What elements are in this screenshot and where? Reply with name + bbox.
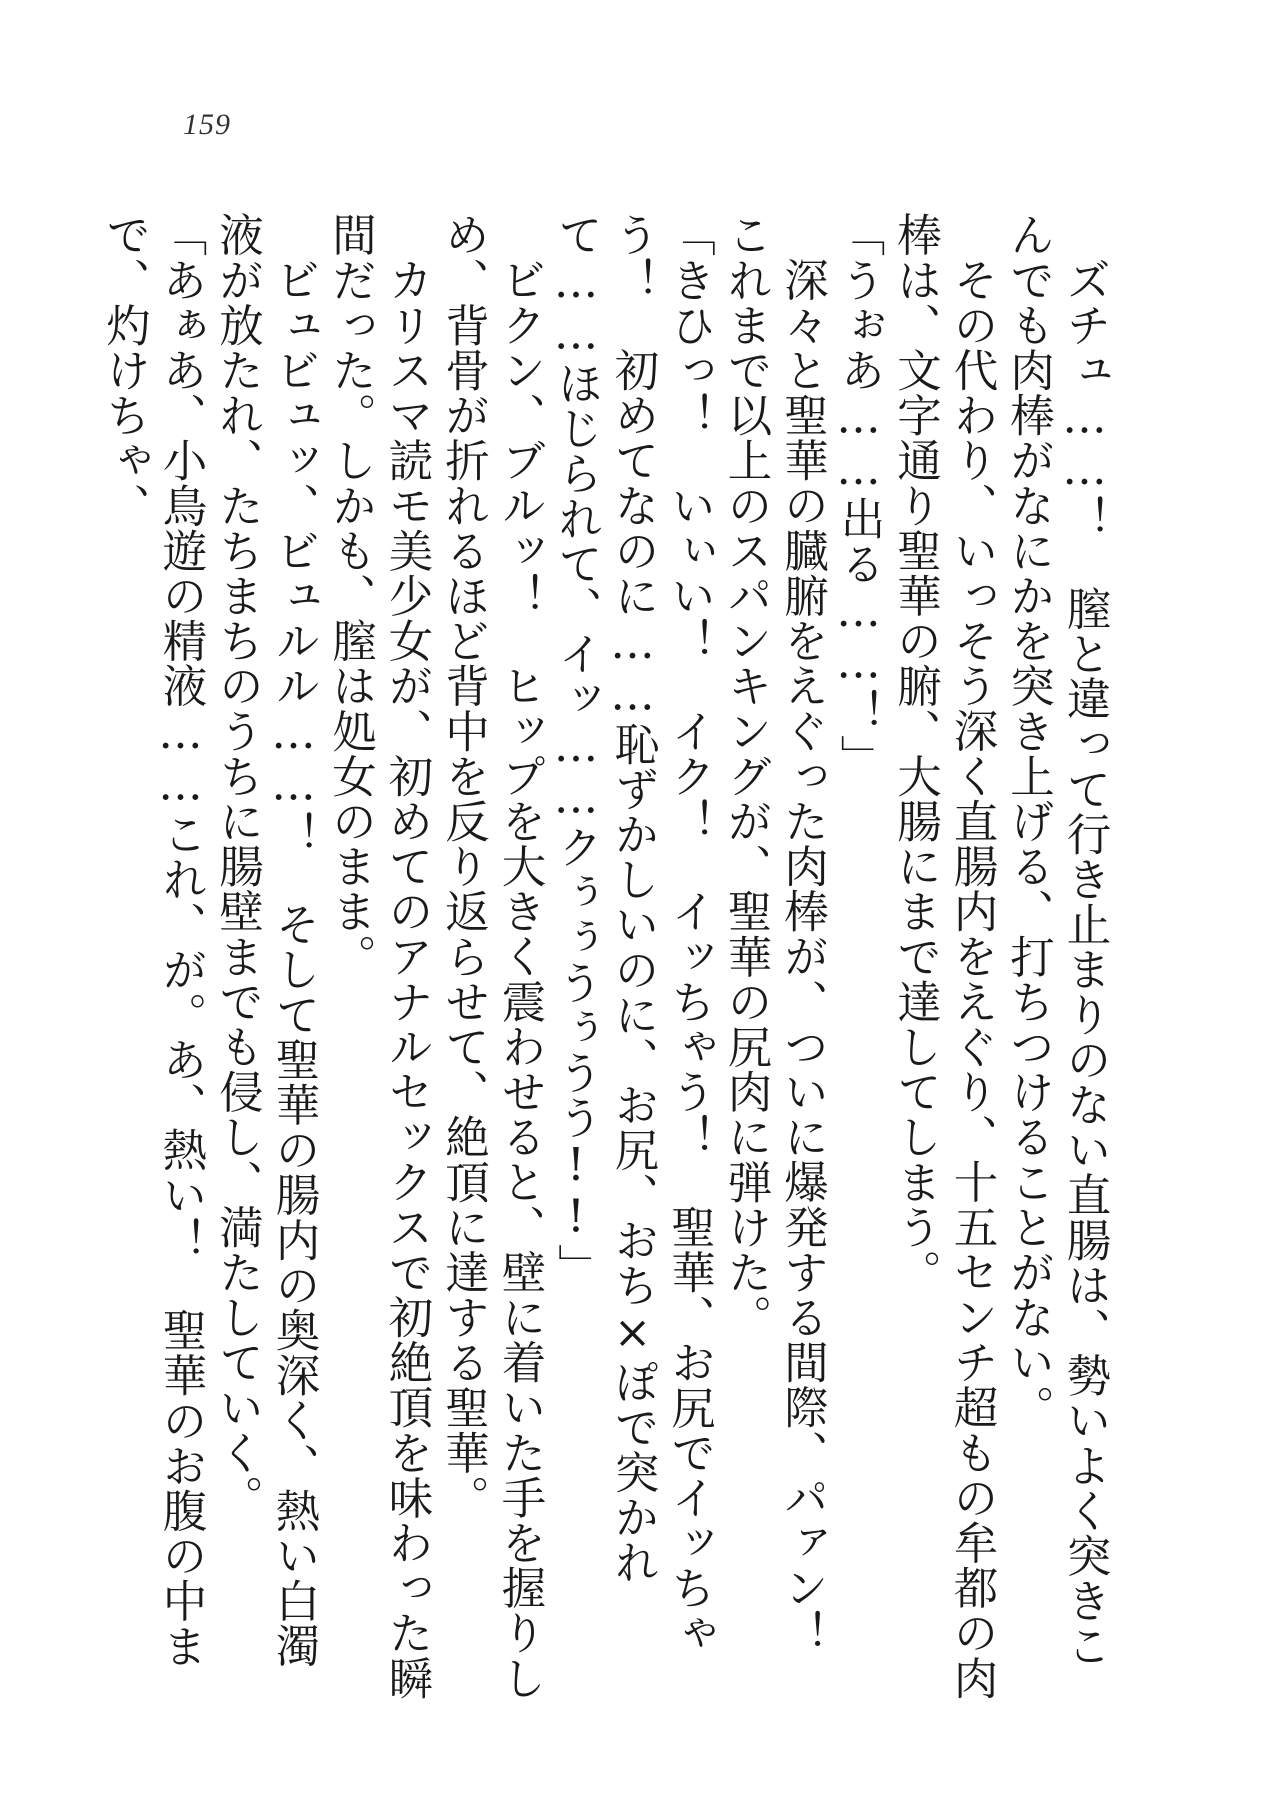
vertical-body-text: [98, 212, 1112, 1702]
paragraph-6: ビュビュッ、ビュルル……！ そして聖華の腸内の奥深く、熱い白濁液が放たれ、たちまちのうちに腸壁までも侵し、満たしていく。: [211, 212, 319, 1668]
dialogue-1: 「うぉあ……出る……！」: [833, 212, 884, 780]
dialogue-3: 「あぁあ、小鳥遊の精液……これ、が。あ、熱い！ 聖華のお腹の中まで、灼けちゃ、: [98, 212, 206, 1669]
paragraph-2: その代わり、いっそう深く直腸内をえぐり、十五センチ超もの牟都の肉棒は、文字通り聖華の腑、大腸にまで達してしまう。: [889, 212, 997, 1700]
paragraph-1: ズチュ……！ 膣と違って行き止まりのない直腸は、勢いよく突きこんでも肉棒がなにかを突き上げる、打ちつけることがない。: [1002, 212, 1110, 1668]
paragraph-4: ビクン、ブルッ！ ヒップを大きく震わせると、壁に着いた手を握りしめ、背骨が折れるほど背中を反り返らせて、絶頂に達する聖華。: [437, 212, 545, 1700]
page-number: 159: [183, 108, 231, 141]
dialogue-2: 「きひっ！ いぃい！ イク！ イッちゃう！ 聖華、お尻でイッちゃう！ 初めてなのに……恥ずかしいのに、お尻、おち×ぽで突かれて……ほじられて、イッ……クぅぅうぅうう!!」: [550, 212, 715, 1656]
paragraph-3: 深々と聖華の臓腑をえぐった肉棒が、ついに爆発する間際、パァン！ これまで以上のスパンキングが、聖華の尻肉に弾けた。: [720, 212, 828, 1700]
paragraph-5: カリスマ読モ美少女が、初めてのアナルセックスで初絶頂を味わった瞬間だった。しかも、膣は処女のまま。: [324, 212, 432, 1700]
